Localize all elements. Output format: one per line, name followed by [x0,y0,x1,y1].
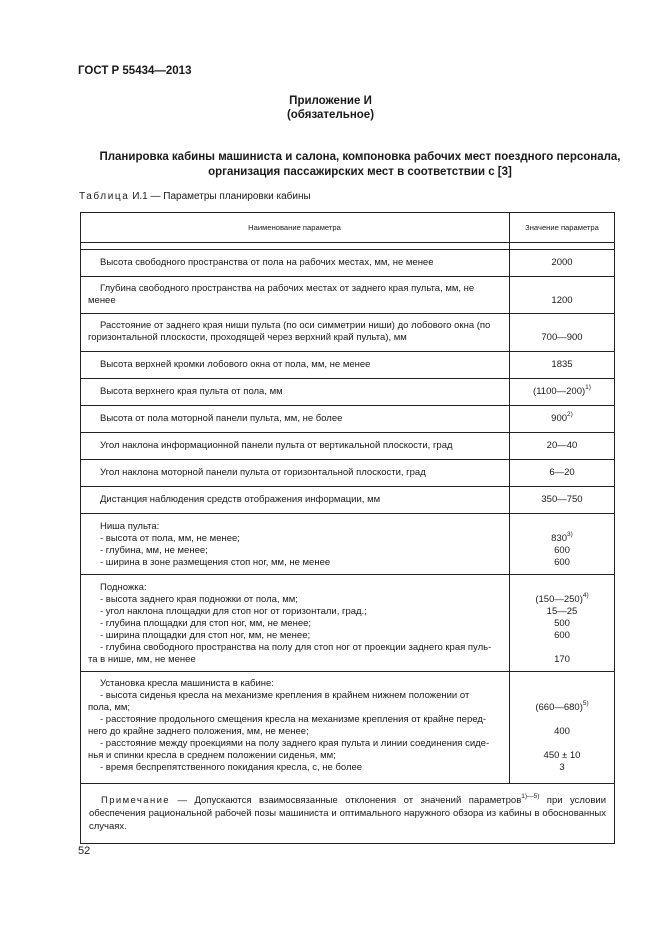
heading-line-1: Планировка кабины машиниста и салона, компоновка рабочих мест поездного персонала, [99,151,621,163]
standard-number: ГОСТ Р 55434—2013 [78,65,192,77]
table-row [81,276,614,313]
parameter-cell: Расстояние от заднего края ниши пульта (по оси симметрии ниши) до лобового окна (по горизонтальной плоскости, проходящей через верхний край пульта), мм [81,314,510,351]
parameter-cell: Высота свободного пространства от пола на рабочих местах, мм, не менее [81,250,510,276]
table-row [81,378,614,405]
table-note: Примечание — Допускаются взаимосвязанные отклонения от значений параметров$^{1)—5)}$ при условии обеспечения рациональной рабочей позы машиниста и оптимального наружного обзора из кабины в обоснованных случаях. [81,783,614,843]
parameter-cell: Подножка: - высота заднего края подножки от пола, мм; - угол наклона площадки для стоп ног от горизонтали, град.; - глубина площадки для стоп ног, мм, не менее; - ширина площадки для стоп ног, мм, не менее; - глубина свободного пространства на полу для стоп ног от проекции заднего края пуль- та в нише, мм, не менее [81,575,510,671]
parameter-cell: Высота от пола моторной панели пульта, мм, не более [81,406,510,432]
value-cell: 700—900 [541,332,583,343]
parameter-cell: Дистанция наблюдения средств отображения информации, мм [81,487,510,513]
caption-number: И.1 [132,191,148,202]
value-cell: 830$^{3)}$ 600 600 [551,530,573,568]
page-number: 52 [78,845,91,857]
value-cell: (1100—200)$^{1)}$ [533,383,591,397]
caption-label: Таблица [79,191,130,202]
parameter-cell: Ниша пульта: - высота от пола, мм, не менее; - глубина, мм, не менее; - ширина в зоне размещения стоп ног, мм, не менее [81,514,510,574]
parameter-cell: Высота верхней кромки лобового окна от пола, мм, не менее [81,352,510,378]
parameter-cell: Угол наклона информационной панели пульта от вертикальной плоскости, град [81,433,510,459]
table-caption [79,191,311,202]
value-cell: (660—680)$^{5)}$ 400 450 ± 10 3 [535,699,589,773]
table-row [81,405,614,432]
table-row [81,486,614,513]
value-cell: 20—40 [546,440,578,451]
value-cell: 350—750 [541,494,583,505]
value-cell: 900$^{2)}$ [551,410,573,424]
parameter-cell: Установка кресла машиниста в кабине: - высота сиденья кресла на механизме крепления в крайнем нижнем положении от пола, мм; - расстояние продольного смещения кресла на механизме крепления от крайне перед- него до крайне заднего положения, мм, не менее; - расстояние между проекциями на полу заднего края пульта и линии соединения сиде- нья и спинки кресла в среднем положении сиденья, мм; - время беспрепятственного покидания кресла, с, не более [81,672,510,783]
table-row [81,313,614,351]
table-header [81,213,614,242]
annex-title: Приложение И [289,95,372,107]
table-header-gap [81,242,614,249]
value-cell: 1835 [551,359,573,370]
table-row [81,459,614,486]
table-row [81,432,614,459]
table-row [81,351,614,378]
note-label: Примечание [101,795,170,806]
parameter-cell: Глубина свободного пространства на рабочих местах от заднего края пульта, мм, не менее [81,277,510,313]
heading-line-2: организация пассажирских мест в соответствии с [3] [208,166,512,178]
column-header-value: Значение параметра [525,222,599,232]
parameters-table [80,212,615,844]
section-heading [60,150,660,180]
table-row-footrest [81,574,614,671]
table-row-seat [81,671,614,783]
table-row-niche [81,513,614,574]
annex-heading [0,94,661,122]
value-cell: 6—20 [549,467,575,478]
value-cell: 1200 [551,295,573,306]
column-header-parameter: Наименование параметра [81,213,510,242]
parameter-cell: Высота верхнего края пульта от пола, мм [81,379,510,405]
caption-text: — Параметры планировки кабины [147,191,311,202]
annex-status: (обязательное) [286,109,375,121]
parameter-cell: Угол наклона моторной панели пульта от горизонтальной плоскости, град [81,460,510,486]
value-cell: (150—250)$^{4)}$ 15—25 500 600 170 [535,591,589,665]
table-row [81,249,614,276]
value-cell: 2000 [551,257,573,268]
